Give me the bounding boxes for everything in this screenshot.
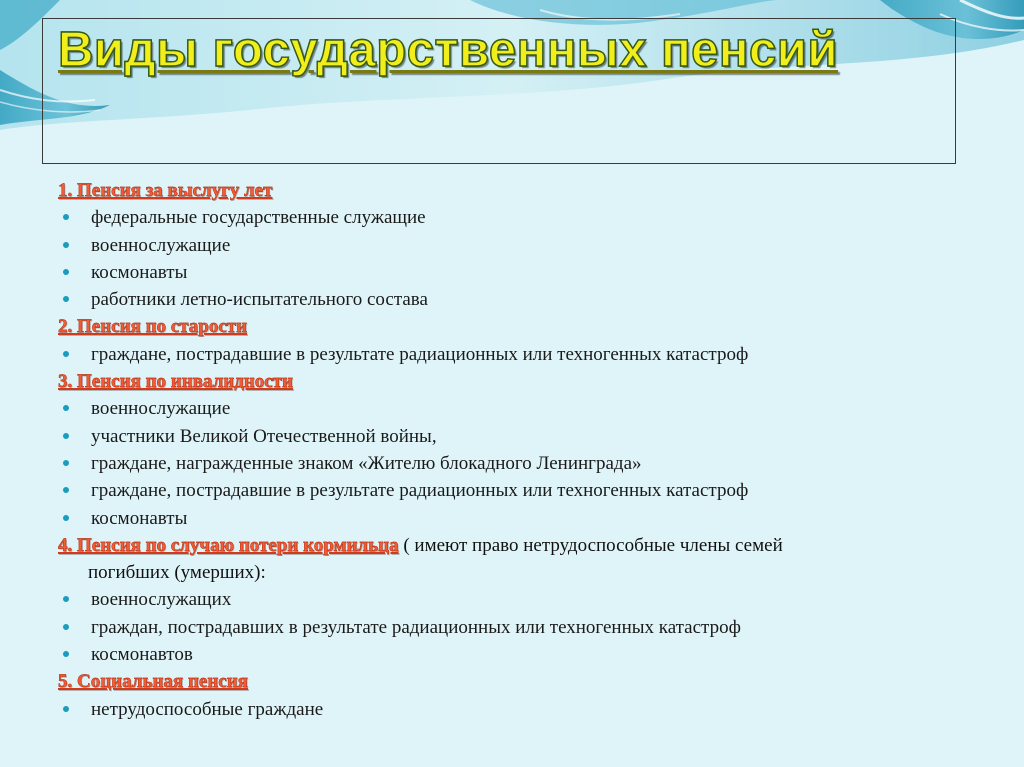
heading-text: 2. Пенсия по старости: [58, 316, 248, 338]
section-heading-5: [58, 668, 958, 695]
slide-title: Виды государственных пенсий: [58, 23, 839, 77]
list-item: граждане, награжденные знаком «Жителю блокадного Ленинграда»: [58, 450, 958, 477]
list-item: военнослужащие: [58, 395, 958, 422]
bullet-icon: [63, 651, 69, 657]
bullet-icon: [63, 351, 69, 357]
bullet-icon: [63, 515, 69, 521]
section-heading-2: [58, 313, 958, 340]
heading-text: 3. Пенсия по инвалидности: [58, 371, 293, 393]
bullet-icon: [63, 214, 69, 220]
list-item: работники летно-испытательного состава: [58, 286, 958, 313]
bullet-icon: [63, 487, 69, 493]
list-item: нетрудоспособные граждане: [58, 696, 958, 723]
bullet-icon: [63, 405, 69, 411]
section-heading-3: [58, 368, 958, 395]
bullet-icon: [63, 242, 69, 248]
bullet-icon: [63, 433, 69, 439]
section-heading-4: [58, 532, 958, 559]
list-item: граждане, пострадавшие в результате радиационных или техногенных катастроф: [58, 477, 958, 504]
bullet-icon: [63, 460, 69, 466]
section-heading-1: [58, 177, 958, 204]
heading-text: 1. Пенсия за выслугу лет: [58, 180, 273, 201]
heading-text: 5. Социальная пенсия: [58, 671, 248, 693]
bullet-icon: [63, 269, 69, 275]
heading-text: 4. Пенсия по случаю потери кормильца: [58, 534, 399, 556]
list-item: федеральные государственные служащие: [58, 204, 958, 231]
list-item: участники Великой Отечественной войны,: [58, 423, 958, 450]
list-item: военнослужащих: [58, 586, 958, 613]
list-item: космонавтов: [58, 641, 958, 668]
bullet-icon: [63, 624, 69, 630]
heading-note-continuation: погибших (умерших):: [88, 562, 266, 584]
bullet-icon: [63, 596, 69, 602]
bullet-icon: [63, 296, 69, 302]
list-item: космонавты: [58, 505, 958, 532]
list-item: граждан, пострадавших в результате радиационных или техногенных катастроф: [58, 614, 958, 641]
list-item: военнослужащие: [58, 232, 958, 259]
list-item: граждане, пострадавшие в результате радиационных или техногенных катастроф: [58, 341, 958, 368]
bullet-icon: [63, 706, 69, 712]
pension-list: [58, 177, 958, 723]
heading-note: ( имеют право нетрудоспособные члены семей: [398, 534, 783, 556]
list-item: космонавты: [58, 259, 958, 286]
